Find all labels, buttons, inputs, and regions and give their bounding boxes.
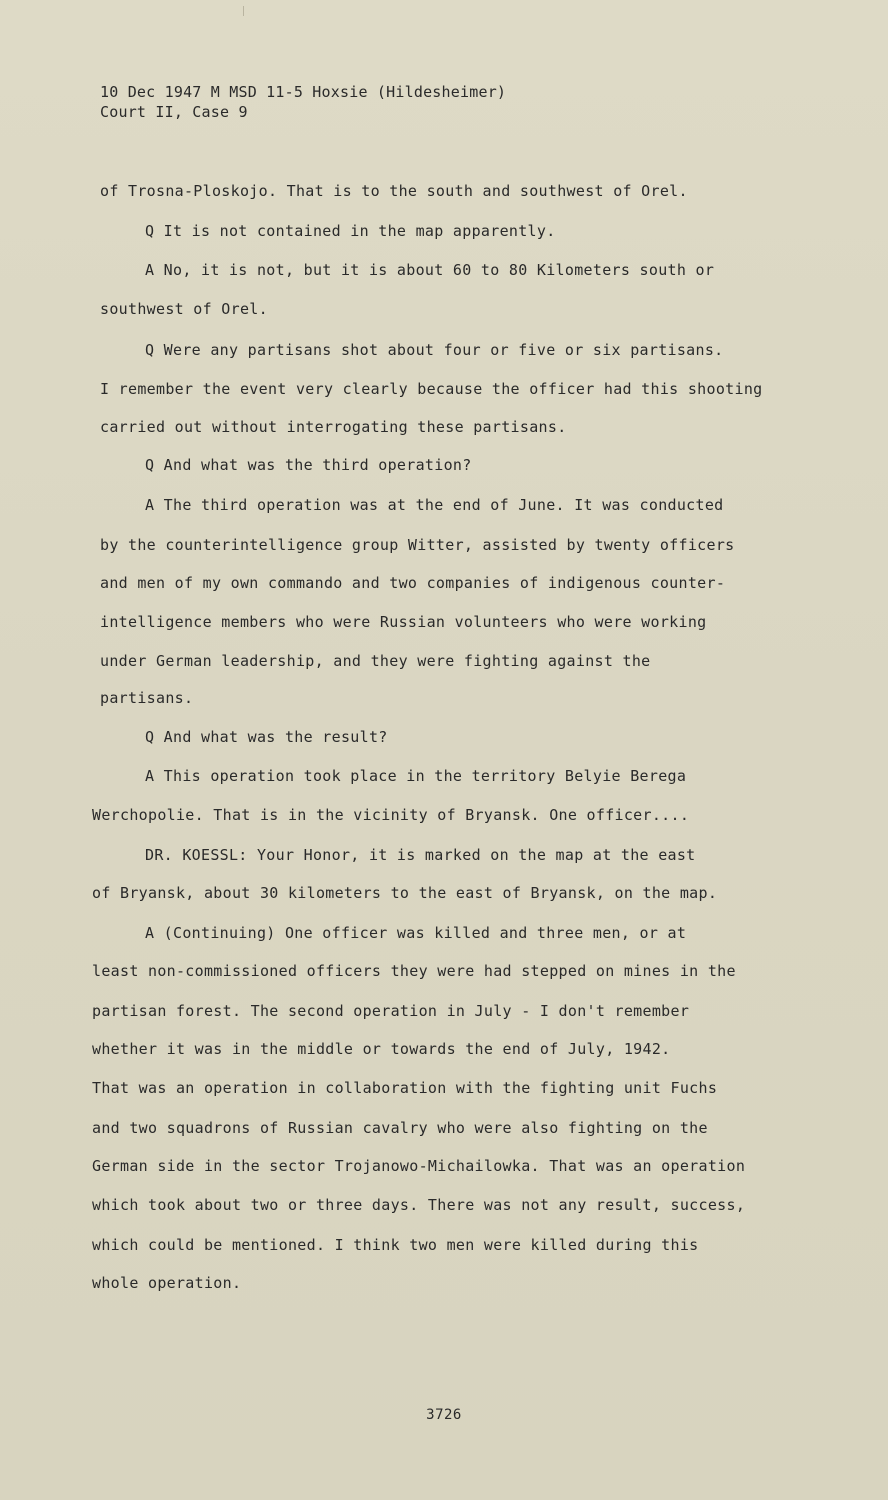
text-line: Werchopolie. That is in the vicinity of Bryansk. One officer....: [92, 806, 690, 824]
text-line: That was an operation in collaboration with the fighting unit Fuchs: [92, 1079, 718, 1097]
text-line: by the counterintelligence group Witter, assisted by twenty officers: [100, 536, 735, 554]
text-line: and two squadrons of Russian cavalry who were also fighting on the: [92, 1119, 708, 1137]
text-line: southwest of Orel.: [100, 300, 268, 318]
text-line: whole operation.: [92, 1274, 242, 1292]
paper-mark: [243, 6, 244, 16]
text-line: which took about two or three days. There was not any result, success,: [92, 1196, 746, 1214]
text-line: A The third operation was at the end of June. It was conducted: [145, 496, 724, 514]
text-line: Q Were any partisans shot about four or five or six partisans.: [145, 341, 724, 359]
text-line: German side in the sector Trojanowo-Michailowka. That was an operation: [92, 1157, 746, 1175]
text-line: Q It is not contained in the map apparently.: [145, 222, 556, 240]
text-line: Q And what was the third operation?: [145, 456, 472, 474]
text-line: Q And what was the result?: [145, 728, 388, 746]
header-line-1: 10 Dec 1947 M MSD 11-5 Hoxsie (Hildesheimer): [100, 83, 507, 101]
text-line: partisans.: [100, 689, 194, 707]
text-line: whether it was in the middle or towards the end of July, 1942.: [92, 1040, 671, 1058]
text-line: intelligence members who were Russian volunteers who were working: [100, 613, 707, 631]
text-line: of Bryansk, about 30 kilometers to the east of Bryansk, on the map.: [92, 884, 718, 902]
text-line: least non-commissioned officers they were had stepped on mines in the: [92, 962, 736, 980]
text-line: which could be mentioned. I think two men were killed during this: [92, 1236, 699, 1254]
page-number: 3726: [426, 1407, 462, 1423]
header-line-2: Court II, Case 9: [100, 103, 248, 121]
text-line: and men of my own commando and two companies of indigenous counter-: [100, 574, 726, 592]
text-line: partisan forest. The second operation in July - I don't remember: [92, 1002, 690, 1020]
document-header: [100, 82, 506, 122]
text-line: under German leadership, and they were fighting against the: [100, 652, 651, 670]
text-line: A (Continuing) One officer was killed and three men, or at: [145, 924, 687, 942]
text-line: A This operation took place in the territory Belyie Berega: [145, 767, 687, 785]
text-line: A No, it is not, but it is about 60 to 80 Kilometers south or: [145, 261, 715, 279]
text-line: of Trosna-Ploskojo. That is to the south and southwest of Orel.: [100, 182, 688, 200]
text-line: DR. KOESSL: Your Honor, it is marked on the map at the east: [145, 846, 696, 864]
text-line: I remember the event very clearly because the officer had this shooting: [100, 380, 763, 398]
text-line: carried out without interrogating these partisans.: [100, 418, 567, 436]
